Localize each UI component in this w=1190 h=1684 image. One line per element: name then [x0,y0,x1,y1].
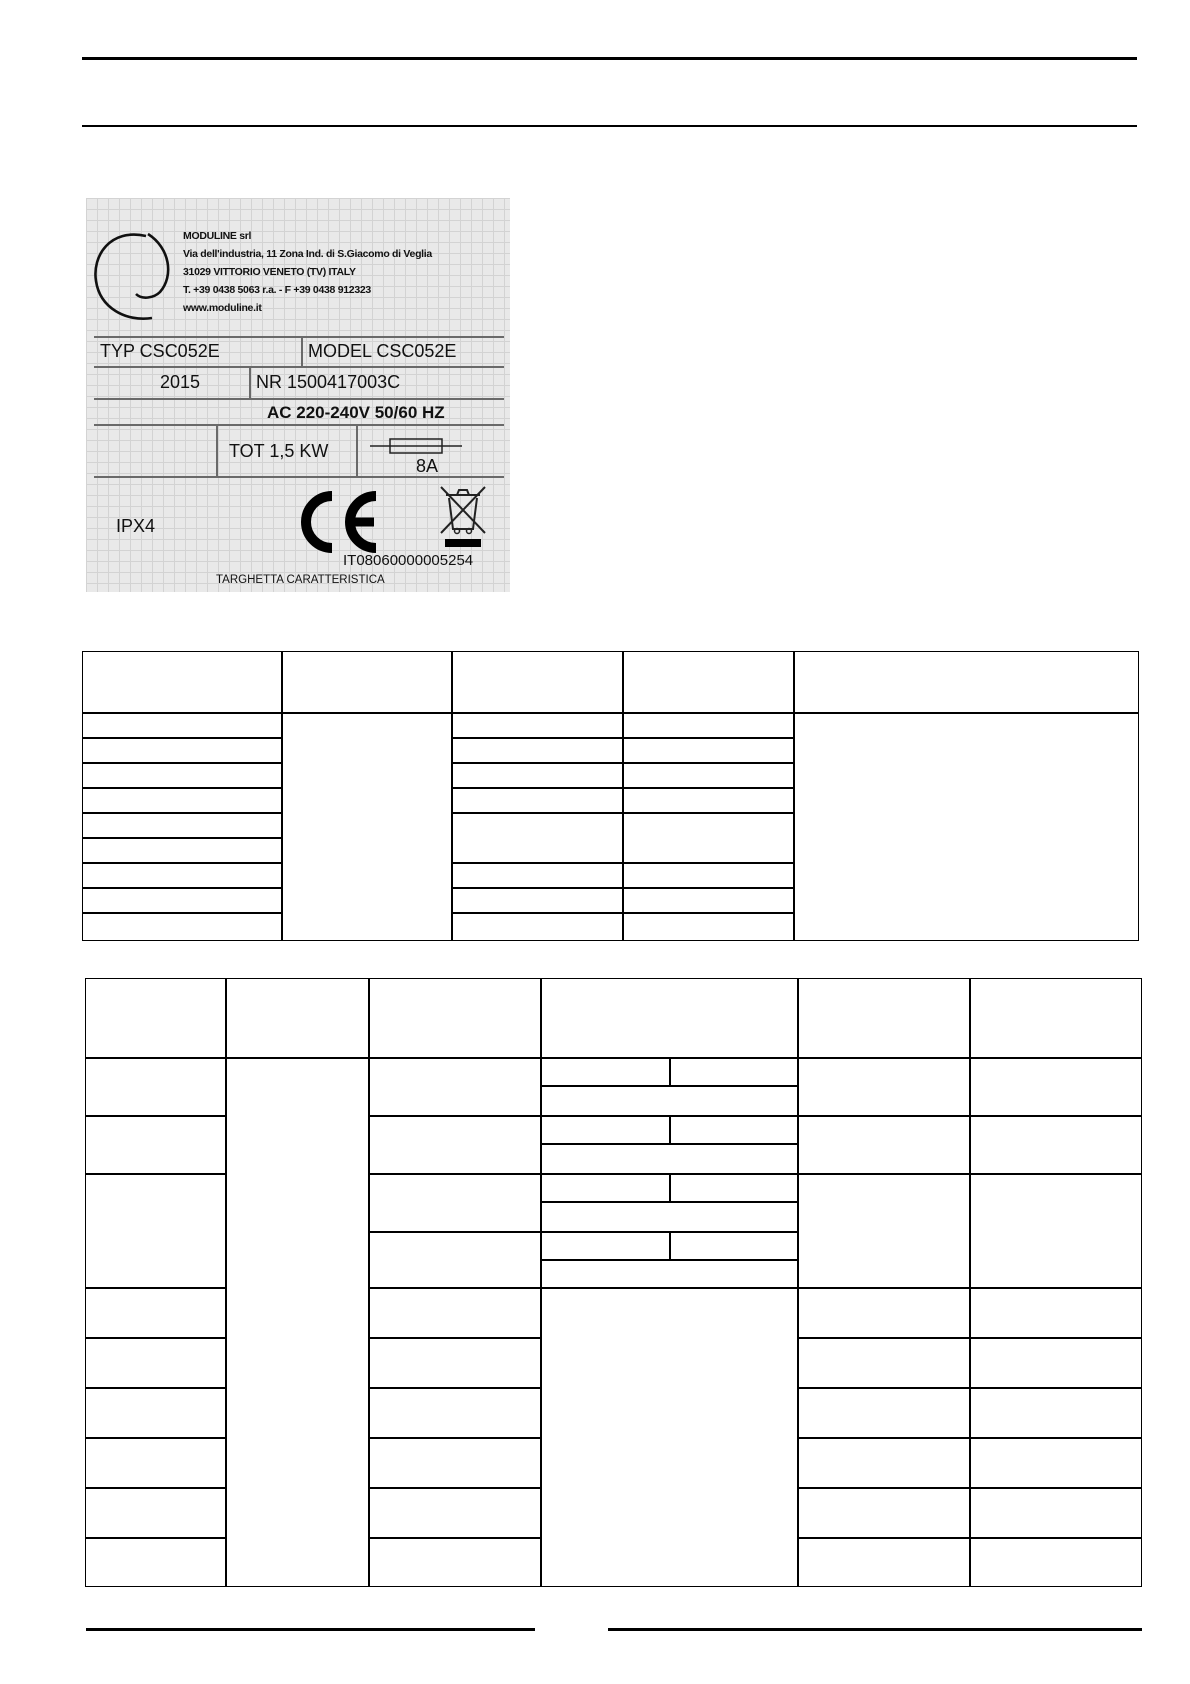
table-cell [797,1287,971,1339]
table-cell [622,812,795,864]
table-cell [82,712,283,739]
plate-line [94,398,504,400]
table-sub-cell [669,1173,799,1203]
table-cell [969,1387,1142,1439]
table-cell [969,1287,1142,1339]
table-cell [368,1337,542,1389]
model-field: MODEL CSC052E [308,341,457,361]
table-sub-cell [540,1115,671,1145]
table-cell [451,887,624,914]
table-cell [368,1115,542,1175]
ip-rating: IPX4 [116,516,156,536]
table-merged-cell [281,712,453,941]
plate-line [94,366,504,368]
table-cell [85,1537,227,1587]
table-header-cell [85,978,227,1059]
website: www.moduline.it [183,302,262,314]
table-cell [451,912,624,941]
table-header-cell [281,651,453,714]
table-cell [797,1437,971,1489]
table-cell [969,1115,1142,1175]
table-header-cell [225,978,370,1059]
table-sub-cell [540,1173,671,1203]
table-cell [622,787,795,814]
table-cell [82,762,283,789]
table-header-cell [622,651,795,714]
nameplate-image [86,198,510,592]
plate-divider [216,424,218,476]
table-cell [368,1437,542,1489]
company-name: MODULINE srl [183,230,252,242]
total-power-field: TOT 1,5 KW [229,441,329,461]
table-cell [969,1437,1142,1489]
table-header-cell [82,651,283,714]
table-cell [622,737,795,764]
table-merged-cell [540,1287,799,1587]
footer-rule-left [86,1628,535,1631]
table-cell [368,1487,542,1539]
type-field: TYP CSC052E [100,341,220,361]
table-cell [797,1057,971,1117]
fuse-rating: 8A [416,456,439,476]
table-cell [82,787,283,814]
table-sub-cell [669,1115,799,1145]
table-header-cell [368,978,542,1059]
table-cell [368,1173,542,1233]
ce-mark-icon [298,490,382,554]
table-cell [82,887,283,914]
table-cell [85,1115,227,1175]
table-cell [82,837,283,864]
table-cell [451,712,624,739]
weee-code: IT08060000005254 [343,552,474,569]
table-sub-cell [669,1057,799,1087]
year-field: 2015 [160,372,201,392]
fuse-icon [370,436,462,456]
table-sub-cell [540,1231,671,1261]
table-cell [368,1231,542,1289]
table-cell [82,862,283,889]
table-cell [797,1173,971,1289]
table-cell [451,762,624,789]
table-cell [622,712,795,739]
table-cell [85,1287,227,1339]
table-merged-cell [793,712,1139,941]
table-cell [969,1337,1142,1389]
table-header-cell [969,978,1142,1059]
table-cell [451,787,624,814]
table-cell [85,1173,227,1289]
plate-line [94,336,504,338]
plate-divider [356,424,358,476]
specifications-table-2 [85,978,1142,1587]
table-cell [82,737,283,764]
address-line: Via dell'industria, 11 Zona Ind. di S.Giacomo di Veglia [183,248,432,260]
table-cell [622,912,795,941]
table-cell [797,1487,971,1539]
table-cell [622,887,795,914]
second-rule [82,125,1137,127]
table-merged-cell [225,1057,370,1587]
table-cell [82,912,283,941]
phone-line: T. +39 0438 5063 r.a. - F +39 0438 912323 [183,284,371,296]
table-cell [969,1173,1142,1289]
table-cell [82,812,283,839]
table-cell [969,1057,1142,1117]
table-cell [85,1337,227,1389]
table-cell [85,1057,227,1117]
table-header-cell [793,651,1139,714]
table-cell [368,1057,542,1117]
table-cell [451,862,624,889]
table-cell [622,862,795,889]
city-line: 31029 VITTORIO VENETO (TV) ITALY [183,266,356,278]
moduline-logo-icon [90,226,174,326]
table-header-cell [451,651,624,714]
table-sub-cell [540,1201,799,1233]
table-cell [797,1537,971,1587]
footer-rule-right [608,1628,1142,1631]
plate-divider [301,336,303,366]
plate-line [94,424,504,426]
table-sub-cell [540,1143,799,1175]
table-sub-cell [540,1057,671,1087]
table-sub-cell [540,1085,799,1117]
table-cell [368,1537,542,1587]
table-cell [85,1487,227,1539]
table-cell [368,1287,542,1339]
power-supply-field: AC 220-240V 50/60 HZ [267,403,445,422]
table-cell [969,1537,1142,1587]
table-sub-cell [669,1231,799,1261]
plate-caption: TARGHETTA CARATTERISTICA [216,574,385,586]
plate-divider [249,366,251,398]
table-cell [797,1115,971,1175]
table-cell [451,737,624,764]
table-header-cell [540,978,799,1059]
table-cell [368,1387,542,1439]
serial-number-field: NR 1500417003C [256,372,401,392]
table-cell [797,1387,971,1439]
table-sub-cell [540,1259,799,1289]
table-cell [797,1337,971,1389]
table-cell [451,812,624,864]
weee-bin-icon [439,485,487,549]
plate-line [94,476,504,478]
table-cell [969,1487,1142,1539]
top-rule [82,57,1137,60]
specifications-table-1 [82,651,1139,941]
table-header-cell [797,978,971,1059]
table-cell [85,1387,227,1439]
table-cell [622,762,795,789]
table-cell [85,1437,227,1489]
